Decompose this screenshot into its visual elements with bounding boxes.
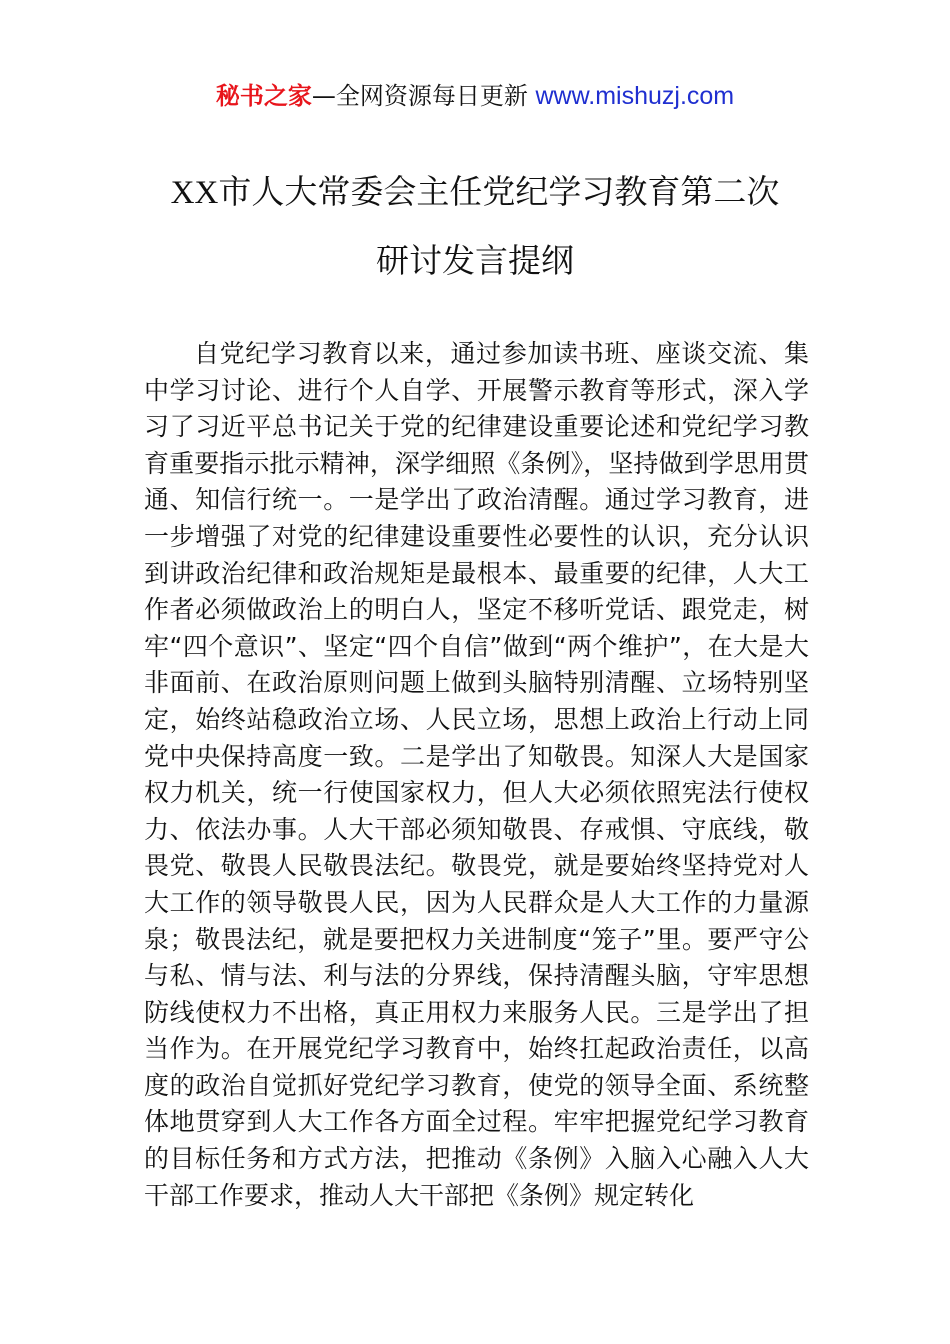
title-line-1-text: 市人大常委会主任党纪学习教育第二次 <box>218 172 780 211</box>
title-line-2: 研讨发言提纲 <box>376 241 574 280</box>
site-tagline: —全网资源每日更新 <box>311 82 536 110</box>
site-brand: 秘书之家 <box>215 82 312 110</box>
site-url-link[interactable]: www.mishuzj.com <box>535 82 735 110</box>
document-title <box>120 158 830 295</box>
title-prefix: XX <box>170 175 219 211</box>
title-line-1 <box>120 158 830 227</box>
site-header <box>0 80 950 112</box>
body-paragraph: 自党纪学习教育以来，通过参加读书班、座谈交流、集中学习讨论、进行个人自学、开展警示教育等形式，深入学习了习近平总书记关于党的纪律建设重要论述和党纪学习教育重要指示批示精神，深学细照《条例》，坚持做到学思用贯通、知信行统一。一是学出了政治清醒。通过学习教育，进一步增强了对党的纪律建设重要性必要性的认识，充分认识到讲政治纪律和政治规矩是最根本、最重要的纪律，人大工作者必须做政治上的明白人，坚定不移听党话、跟党走，树牢“四个意识”、坚定“四个自信”做到“两个维护”，在大是大非面前、在政治原则问题上做到头脑特别清醒、立场特别坚定，始终站稳政治立场、人民立场，思想上政治上行动上同党中央保持高度一致。二是学出了知敬畏。知深人大是国家权力机关，统一行使国家权力，但人大必须依照宪法行使权力、依法办事。人大干部必须知敬畏、存戒惧、守底线，敬畏党、敬畏人民敬畏法纪。敬畏党，就是要始终坚持党对人大工作的领导敬畏人民，因为人民群众是人大工作的力量源泉；敬畏法纪，就是要把权力关进制度“笼子”里。要严守公与私、情与法、利与法的分界线，保持清醒头脑，守牢思想防线使权力不出格，真正用权力来服务人民。三是学出了担当作为。在开展党纪学习教育中，始终扛起政治责任，以高度的政治自觉抓好党纪学习教育，使党的领导全面、系统整体地贯穿到人大工作各方面全过程。牢牢把握党纪学习教育的目标任务和方式方法，把推动《条例》入脑入心融入人大干部工作要求，推动人大干部把《条例》规定转化 <box>144 339 809 1210</box>
